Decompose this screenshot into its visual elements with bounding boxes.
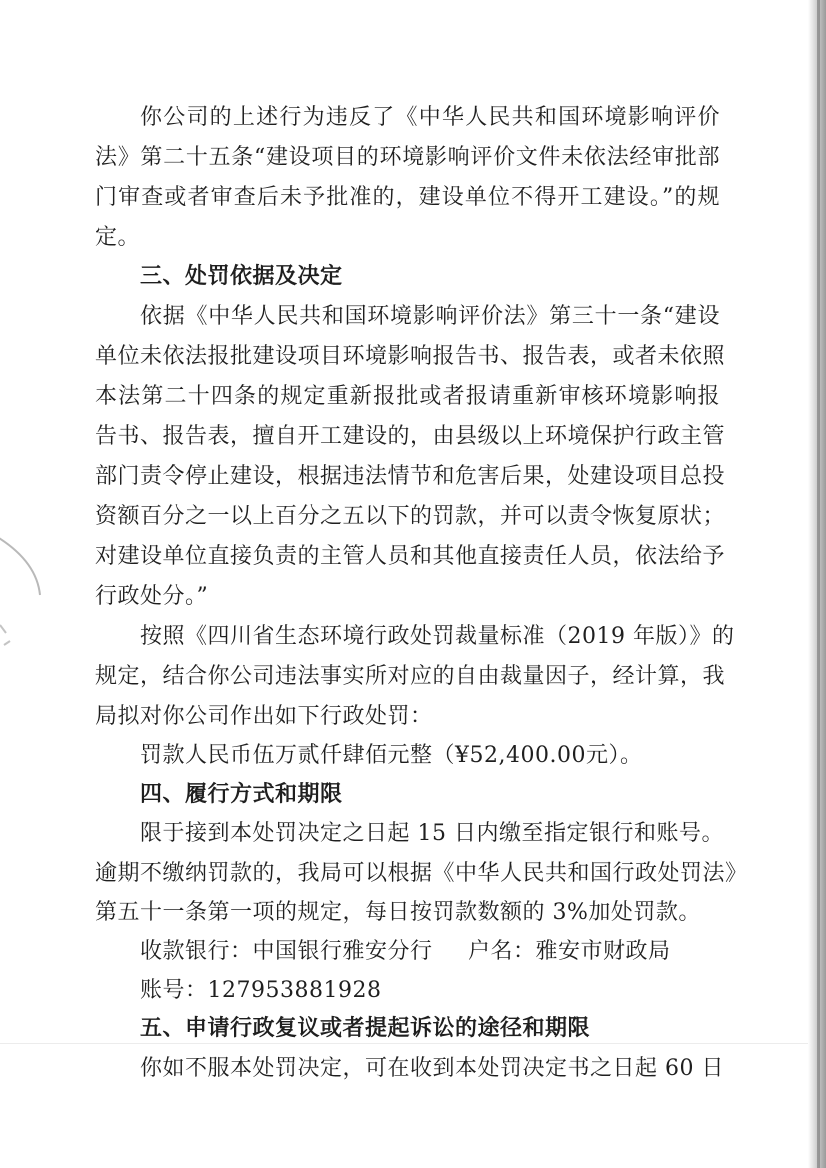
paragraph-line: 资额百分之一以上百分之五以下的罚款，并可以责令恢复原状；	[95, 504, 726, 529]
account-number: 账号：127953881928	[140, 978, 382, 1003]
paragraph-line: 行政处分。”	[95, 584, 209, 609]
paragraph-line: 部门责令停止建设，根据违法情节和危害后果，处建设项目总投	[95, 464, 726, 489]
paragraph-line: 本法第二十四条的规定重新报批或者报请重新审核环境影响报	[95, 384, 720, 409]
paragraph-line: 局拟对你公司作出如下行政处罚：	[95, 704, 433, 729]
paragraph-line: 第五十一条第一项的规定，每日按罚款数额的 3%加处罚款。	[95, 900, 701, 925]
paragraph-line: 依据《中华人民共和国环境影响评价法》第三十一条“建设	[140, 304, 720, 329]
paragraph-line: 你公司的上述行为违反了《中华人民共和国环境影响评价	[140, 105, 720, 130]
paragraph-line: 单位未依法报批建设项目环境影响报告书、报告表，或者未依照	[95, 344, 726, 369]
paragraph-line: 按照《四川省生态环境行政处罚裁量标准（2019 年版）》的	[140, 624, 735, 649]
scan-fold-line	[0, 1043, 808, 1044]
bank-name: 收款银行：中国银行雅安分行	[140, 939, 433, 964]
scan-shadow-line	[817, 0, 820, 1168]
paragraph-line: 法》第二十五条“建设项目的环境影响评价文件未依法经审批部	[95, 145, 720, 170]
paragraph-line: 告书、报告表，擅自开工建设的，由县级以上环境保护行政主管	[95, 424, 726, 449]
paragraph-line: 规定，结合你公司违法事实所对应的自由裁量因子，经计算，我	[95, 664, 726, 689]
paragraph-line: 限于接到本处罚决定之日起 15 日内缴至指定银行和账号。	[140, 821, 724, 846]
section-heading-5: 五、申请行政复议或者提起诉讼的途径和期限	[140, 1016, 591, 1041]
section-heading-4: 四、履行方式和期限	[140, 782, 343, 807]
paragraph-line: 逾期不缴纳罚款的，我局可以根据《中华人民共和国行政处罚法》	[95, 861, 748, 886]
account-holder: 户名：雅安市财政局	[468, 939, 671, 964]
paragraph-line: 对建设单位直接负责的主管人员和其他直接责任人员，依法给予	[95, 544, 726, 569]
seal-stamp-fragment	[0, 505, 50, 675]
paragraph-line: 定。	[95, 225, 141, 250]
paragraph-line: 门审查或者审查后未予批准的，建设单位不得开工建设。”的规	[95, 185, 720, 210]
paragraph-line: 你如不服本处罚决定，可在收到本处罚决定书之日起 60 日	[140, 1056, 724, 1081]
fine-amount-line: 罚款人民币伍万贰仟肆佰元整（¥52,400.00元）。	[140, 743, 643, 768]
section-heading-3: 三、处罚依据及决定	[140, 264, 343, 289]
